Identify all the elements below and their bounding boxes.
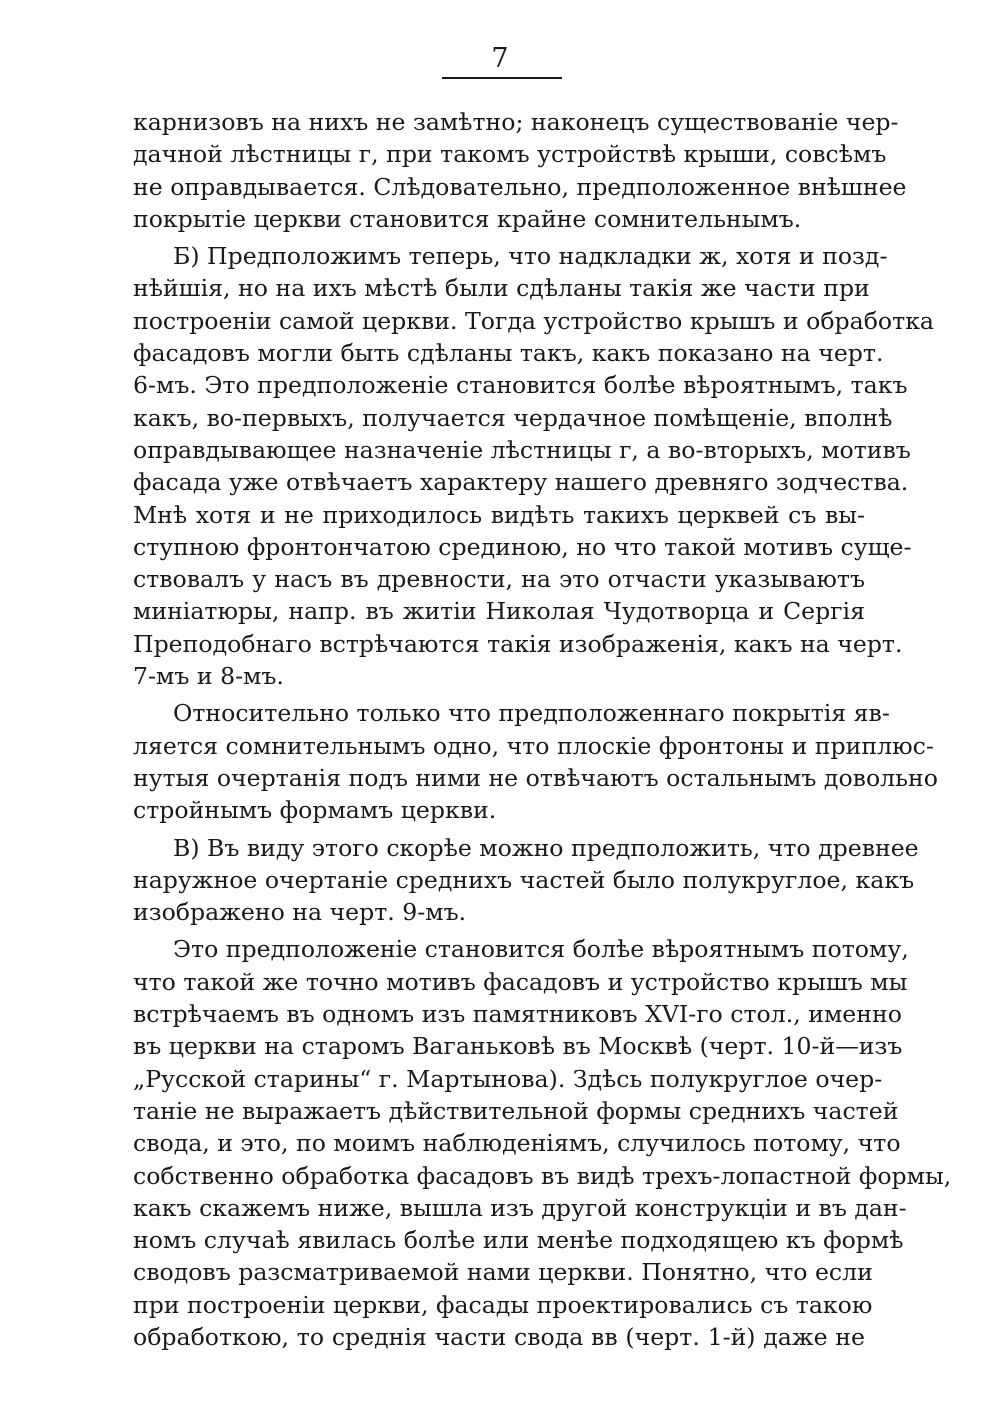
text-line: Это предположеніе становится болѣе вѣроятнымъ потому, [173, 935, 909, 964]
text-line: 6-мъ. Это предположеніе становится болѣе вѣроятнымъ, такъ [133, 371, 908, 400]
text-line: Преподобнаго встрѣчаются такія изображенія, какъ на черт. [133, 629, 903, 658]
text-line: обработкою, то среднія части свода вв (черт. 1-й) даже не [133, 1322, 865, 1351]
text-line: таніе не выражаетъ дѣйствительной формы среднихъ частей [133, 1096, 899, 1125]
text-line: миніатюры, напр. въ житіи Николая Чудотворца и Сергія [133, 597, 865, 626]
paragraph [133, 697, 938, 826]
text-line: Мнѣ хотя и не приходилось видѣть такихъ церквей съ вы- [133, 500, 865, 529]
text-line: какъ, во-первыхъ, получается чердачное помѣщеніе, вполнѣ [133, 403, 893, 432]
text-line: нѣйшія, но на ихъ мѣстѣ были сдѣланы такія же части при [133, 274, 870, 303]
text-line: ступною фронтончатою срединою, но что такой мотивъ суще- [133, 532, 912, 561]
text-line: сводовъ разсматриваемой нами церкви. Понятно, что если [133, 1258, 873, 1287]
text-line: оправдывающее назначеніе лѣстницы г, а во-вторыхъ, мотивъ [133, 435, 911, 464]
text-line: Относительно только что предположеннаго покрытія яв- [173, 699, 890, 728]
text-line: покрытіе церкви становится крайне сомнительнымъ. [133, 204, 802, 233]
text-line: дачной лѣстницы г, при такомъ устройствѣ крыши, совсѣмъ [133, 140, 887, 169]
text-line: стройнымъ формамъ церкви. [133, 796, 497, 825]
text-line: В) Въ виду этого скорѣе можно предположить, что древнее [173, 833, 919, 862]
text-line: свода, и это, по моимъ наблюденіямъ, случилось потому, что [133, 1129, 901, 1158]
text-line: карнизовъ на нихъ не замѣтно; наконецъ существованіе чер- [133, 108, 899, 136]
text-line: фасадовъ могли быть сдѣланы такъ, какъ показано на черт. [133, 339, 884, 368]
paragraph [133, 106, 907, 235]
page-number: 7 [491, 43, 509, 74]
text-line: номъ случаѣ явилась болѣе или менѣе подходящею къ формѣ [133, 1226, 904, 1255]
text-line: Б) Предположимъ теперь, что надкладки ж, хотя и позд- [173, 242, 888, 271]
text-line: фасада уже отвѣчаетъ характеру нашего древняго зодчества. [133, 468, 909, 497]
text-line: въ церкви на старомъ Ваганьковѣ въ Москвѣ (черт. 10-й—изъ [133, 1032, 903, 1061]
body-text [133, 106, 952, 1358]
text-line: не оправдывается. Слѣдовательно, предположенное внѣшнее [133, 172, 907, 201]
text-line: 7-мъ и 8-мъ. [133, 662, 284, 691]
paragraph [133, 832, 919, 929]
text-line: „Русской старины“ г. Мартынова). Здѣсь полукруглое очер- [133, 1064, 883, 1093]
text-line: ствовалъ у насъ въ древности, на это отчасти указываютъ [133, 565, 865, 594]
text-line: встрѣчаемъ въ одномъ изъ памятниковъ XVI-го стол., именно [133, 1000, 902, 1029]
header-rule [442, 77, 562, 79]
text-line: собственно обработка фасадовъ въ видѣ трехъ-лопастной формы, [133, 1161, 952, 1190]
paragraph [133, 240, 935, 692]
text-line: изображено на черт. 9-мъ. [133, 898, 467, 927]
text-line: при построеніи церкви, фасады проектировались съ такою [133, 1290, 873, 1319]
text-line: ляется сомнительнымъ одно, что плоскіе фронтоны и приплюс- [133, 731, 934, 760]
text-line: какъ скажемъ ниже, вышла изъ другой конструкціи и въ дан- [133, 1193, 907, 1222]
paragraph [133, 933, 952, 1353]
text-line: что такой же точно мотивъ фасадовъ и устройство крышъ мы [133, 967, 908, 996]
text-line: нутыя очертанія подъ ними не отвѣчаютъ остальнымъ довольно [133, 763, 938, 792]
text-line: наружное очертаніе среднихъ частей было полукруглое, какъ [133, 865, 915, 894]
text-line: построеніи самой церкви. Тогда устройство крышъ и обработка [133, 306, 935, 335]
